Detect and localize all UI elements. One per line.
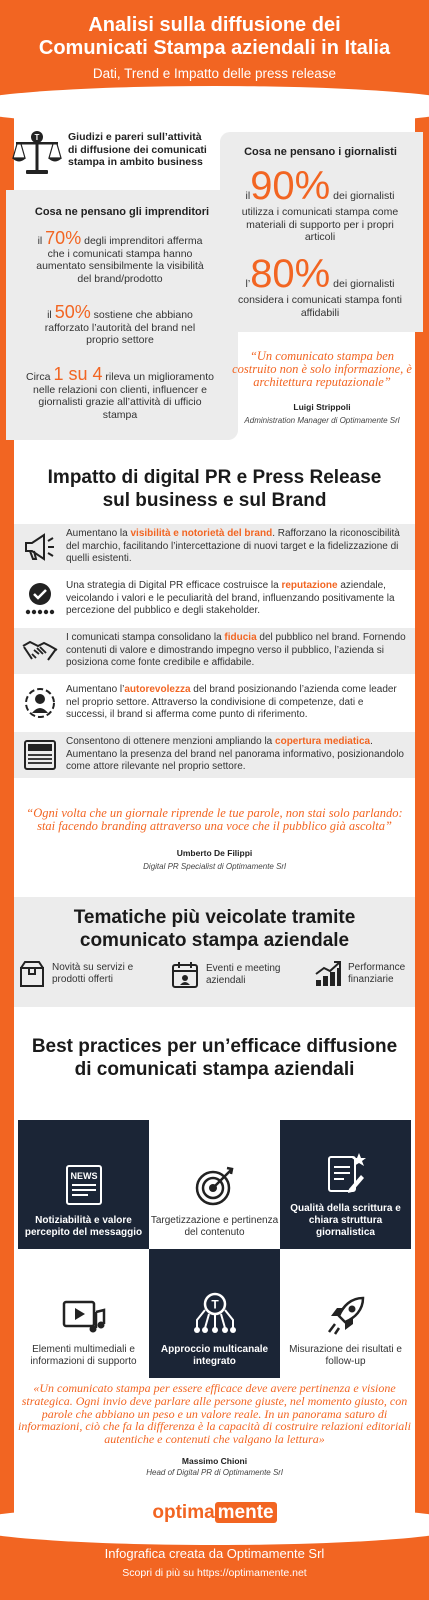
stat-prefix: il [37,235,43,247]
text-part: Aumentano l’ [66,684,125,696]
text-part: I comunicati stampa consolidano la [66,632,225,644]
media-icon [62,1298,106,1336]
quote-chioni: «Un comunicato stampa per essere efficace deve avere pertinenza e visione strategica. Ogni invio deve parlare alle persone giuste, nel momento giusto, con parole che abbiano un peso e un valore reale. In un panorama saturo di informazioni, ciò che fa la differenza è la capacità di costruire relazioni editoriali autentiche e contenuti che valgano la lettura» [18,1381,411,1447]
quote-author-role: Head of Digital PR di Optimamente Srl [146,1468,283,1477]
text-part: Consentono di ottenere menzioni ampliando la [66,736,276,748]
text-part: del pubblico nel brand. Fornendo contenuti di valore e dimostrando impegno verso il pubblico, l’azienda si posiziona come fonte credibile e affidabile. [66,632,406,669]
logo-part-b: mente [215,1502,277,1523]
imprenditori-stat-70 [30,228,210,285]
footer-link[interactable]: Scopri di più su https://optimamente.net [122,1567,307,1579]
impatto-row-fiducia [14,628,415,674]
best-practices-grid [18,1120,411,1378]
best-label: Approccio multicanale integrato [160,1344,269,1367]
scales-icon [12,128,62,178]
best-cell-notiziabilita [18,1120,149,1249]
stat-prefix: il [245,190,251,202]
giornalisti-stat-90 [232,166,408,244]
imprenditori-stat-50 [30,302,210,347]
tema-label: Novità su servizi e prodotti offerti [52,962,134,985]
best-cell-multicanale [149,1249,280,1378]
imprenditori-stat-1su4 [26,364,214,421]
impatto-title [14,466,415,512]
giornalisti-title: Cosa ne pensano i giornalisti [244,146,397,158]
optimamente-logo [0,1502,429,1524]
page-subtitle: Dati, Trend e Impatto delle press release [92,66,337,81]
best-cell-scrittura [280,1120,411,1249]
highlight: autorevolezza [124,684,191,696]
tema-prodotti [18,960,148,988]
best-label: Notiziabilità e valore percepito del messaggio [24,1215,143,1238]
quote-strippoli: “Un comunicato stampa ben costruito non è solo informazione, è architettura reputazionale” [232,349,412,389]
news-icon [64,1163,104,1207]
quote-de-filippi: “Ogni volta che un giornale riprende le tue parole, non stai solo parlando: stai facendo branding attraverso una voce che il pubblico già ascolta” [26,806,403,833]
stat-text: rileva un miglioramento nelle relazioni con clienti, influencer e giornalisti grazie all’attività di ufficio stampa [33,371,214,421]
tema-performance [314,960,414,988]
box-icon [18,960,46,988]
impatto-row-copertura [14,732,415,778]
megaphone-icon [14,524,66,570]
quote-author-role: Digital PR Specialist di Optimamente Srl [143,862,286,871]
svg-text:NEWS: NEWS [70,1171,97,1181]
text-part: Una strategia di Digital PR efficace costruisce la [66,580,282,592]
calendar-icon [170,960,200,990]
stat-prefix: Circa [26,371,51,383]
title-line-1: Analisi sulla diffusione dei [88,14,341,36]
impatto-row-visibilita [14,524,415,570]
stat-text: sostiene che abbiano rafforzato l’autorità del brand nel proprio settore [44,309,196,346]
logo-part-a: optima [152,1502,215,1523]
best-title-line-2: di comunicati stampa aziendali [74,1059,355,1080]
best-label: Elementi multimediali e informazioni di supporto [30,1344,137,1367]
text-part: aziendale, veicolando i valori e le peculiarità del brand, influenzando positivamente la percezione del pubblico e degli stakeholder. [66,580,395,617]
network-icon [191,1290,239,1336]
quote-author: Massimo Chioni [181,1456,248,1466]
imprenditori-title: Cosa ne pensano gli imprenditori [34,206,210,218]
text-part: . Rafforzano la riconoscibilità del marchio, facilitando l’intercettazione di nuovi target e la fidelizzazione di quelli esistenti. [66,528,400,565]
impatto-text [66,528,415,566]
stat-text: dei giornalisti utilizza i comunicati stampa come materiali di supporto per i propri articoli [241,190,399,243]
footer-credit: Infografica creata da Optimamente Srl [104,1546,325,1561]
stat-value: 70% [45,228,82,248]
impatto-text [66,580,415,618]
stat-value: 50% [54,302,91,322]
giornalisti-stat-80 [232,254,408,319]
badge-stars-icon [14,576,66,622]
newspaper-icon [14,732,66,778]
stat-text: degli imprenditori afferma che i comunicati stampa hanno aumentato sensibilmente la visibilità del brand/prodotto [36,235,204,285]
stat-value: 90% [250,164,331,208]
highlight: fiducia [224,632,257,644]
stat-text: dei giornalisti considera i comunicati stampa fonti affidabili [238,278,402,319]
tema-label: Performance finanziarie [348,962,406,985]
best-label: Qualità della scrittura e chiara struttura giornalistica [290,1203,401,1238]
best-title-line-1: Best practices per un’efficace diffusione [31,1036,398,1057]
stat-value: 1 su 4 [53,364,103,384]
text-part: Aumentano la [66,528,131,540]
stat-prefix: l’ [245,278,251,290]
tema-eventi [170,960,295,990]
document-star-icon [325,1151,367,1195]
svg-text:T: T [34,133,40,142]
text-part: del brand posizionando l’azienda come leader nel proprio settore. Attraverso la condivisione di competenze, dati e successi, il brand si afferma come punto di riferimento. [66,684,397,721]
highlight: copertura mediatica [275,736,371,748]
target-icon [194,1165,236,1207]
tematiche-title-line-1: Tematiche più veicolate tramite [73,907,356,928]
impatto-text [66,684,415,722]
quote-author: Umberto De Filippi [176,848,253,858]
growth-chart-icon [314,960,342,988]
best-cell-multimediali [18,1249,149,1378]
impatto-title-line-2: sul business e sul Brand [102,490,327,511]
impatto-text [66,736,415,774]
best-cell-targetizzazione [149,1120,280,1249]
tematiche-title-line-2: comunicato stampa aziendale [79,930,350,951]
tema-label: Eventi e meeting aziendali [206,963,281,986]
page-title [0,14,429,60]
handshake-icon [14,628,66,674]
impatto-title-line-1: Impatto di digital PR e Press Release [47,467,382,488]
tematiche-title [14,906,415,952]
leader-icon [14,680,66,726]
quote-author: Luigi Strippoli [293,402,351,412]
best-title [14,1035,415,1081]
svg-text:T: T [210,1297,219,1312]
impatto-row-reputazione [14,576,415,622]
best-cell-misurazione [280,1249,411,1378]
highlight: visibilità e notorietà del brand [130,528,273,540]
rocket-icon [325,1294,367,1336]
highlight: reputazione [281,580,338,592]
quote-author-role: Administration Manager di Optimamente Srl [244,416,400,425]
stat-prefix: il [47,309,52,321]
best-label: Misurazione dei risultati e follow-up [289,1344,402,1367]
impatto-text [66,632,415,670]
impatto-row-autorevolezza [14,680,415,726]
stat-value: 80% [250,252,331,296]
title-line-2: Comunicati Stampa aziendali in Italia [38,37,391,59]
best-label: Targetizzazione e pertinenza del contenuto [150,1215,279,1238]
header-curve [0,86,429,126]
text-part: . Aumentano la presenza del brand nel panorama informativo, posizionandolo come attore rilevante nel proprio settore. [66,736,404,773]
intro-heading: Giudizi e pareri sull’attività di diffusione dei comunicati stampa in ambito business [68,131,207,168]
